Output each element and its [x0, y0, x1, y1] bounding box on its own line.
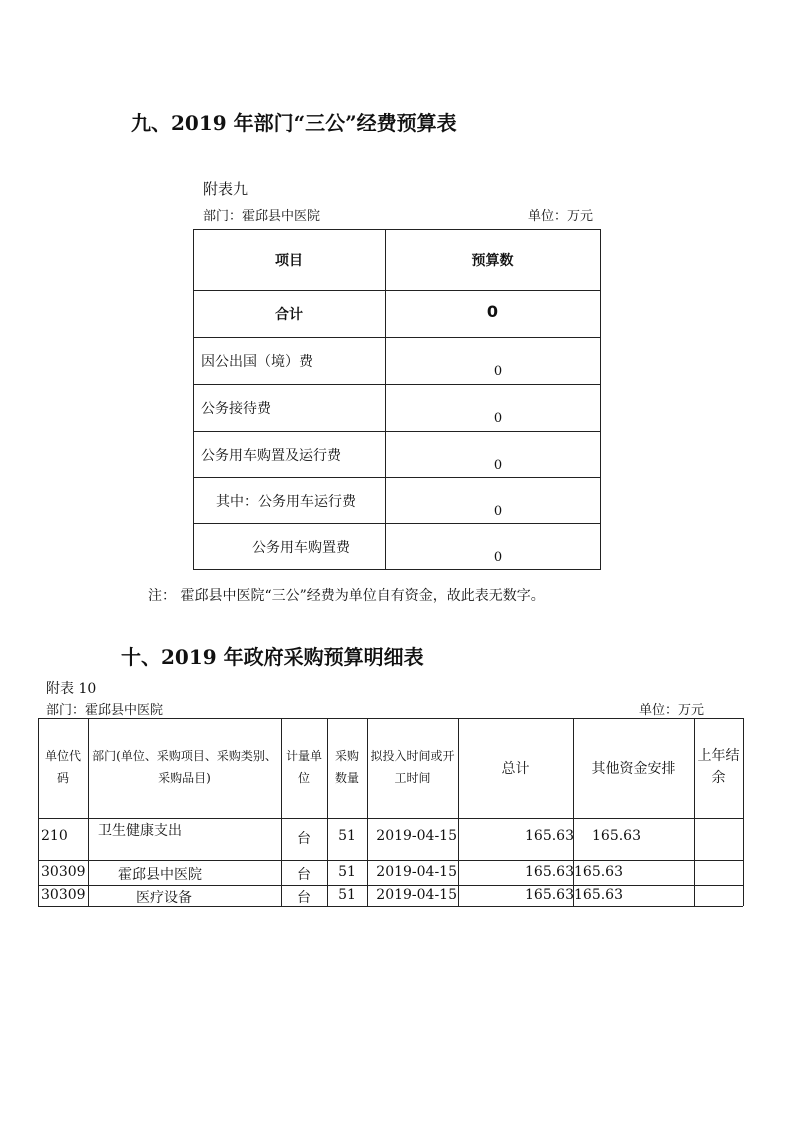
measure-unit: 台 — [297, 831, 311, 847]
total-label: 合计 — [275, 307, 303, 323]
section9-title: 九、2019 年部门“三公”经费预算表 — [131, 111, 457, 135]
row-item: 其中：公务用车运行费 — [216, 494, 356, 510]
table-border — [193, 384, 601, 385]
other-funds: 165.63 — [592, 828, 641, 844]
row-value: 0 — [493, 504, 503, 519]
row-item: 因公出国（境）费 — [201, 354, 313, 370]
total-amount: 165.63 — [525, 887, 574, 903]
row-value: 0 — [493, 364, 503, 379]
column-header: 计量单位 — [285, 749, 322, 785]
appendix-label: 附表九 — [203, 180, 249, 198]
table-border — [193, 290, 601, 291]
column-header: 总计 — [501, 761, 530, 777]
start-date: 2019-04-15 — [376, 828, 457, 844]
table-border — [88, 718, 89, 906]
unit-label: 单位：万元 — [639, 703, 705, 718]
department-name: 霍邱县中医院 — [118, 867, 202, 883]
column-header: 上年结余 — [697, 748, 740, 786]
table-border — [193, 337, 601, 338]
unit-code: 210 — [41, 828, 68, 844]
column-header: 采购数量 — [334, 749, 359, 785]
table-border — [193, 477, 601, 478]
start-date: 2019-04-15 — [376, 864, 457, 880]
unit-code: 30309 — [41, 864, 86, 880]
column-header: 单位代码 — [44, 749, 81, 785]
table-border — [38, 718, 743, 719]
column-header: 部门(单位、采购项目、采购类别、采购品目) — [92, 749, 277, 785]
appendix-label: 附表 10 — [46, 681, 97, 697]
table-border — [193, 229, 194, 569]
table-border — [38, 818, 743, 819]
table-border — [38, 718, 39, 906]
table-border — [193, 229, 601, 230]
header-item: 项目 — [275, 253, 303, 269]
department-label: 部门：霍邱县中医院 — [203, 209, 321, 224]
column-header: 其他资金安排 — [591, 761, 676, 777]
section10-title: 十、2019 年政府采购预算明细表 — [121, 645, 424, 669]
total-amount: 165.63 — [525, 828, 574, 844]
start-date: 2019-04-15 — [376, 887, 457, 903]
table-border — [38, 860, 743, 861]
quantity: 51 — [338, 864, 356, 880]
table-border — [38, 885, 743, 886]
department-label: 部门：霍邱县中医院 — [46, 703, 164, 718]
quantity: 51 — [338, 887, 356, 903]
header-budget: 预算数 — [471, 253, 514, 269]
measure-unit: 台 — [297, 890, 311, 906]
row-value: 0 — [493, 458, 503, 473]
department-name: 卫生健康支出 — [98, 823, 182, 839]
other-funds: 165.63 — [574, 887, 623, 903]
unit-code: 30309 — [41, 887, 86, 903]
table-border — [743, 718, 744, 906]
row-item: 公务接待费 — [201, 401, 271, 417]
unit-label: 单位：万元 — [528, 209, 594, 224]
quantity: 51 — [338, 828, 356, 844]
row-value: 0 — [493, 550, 503, 565]
column-header: 拟投入时间或开工时间 — [370, 749, 455, 785]
row-item: 公务用车购置及运行费 — [201, 448, 341, 464]
table-border — [193, 569, 601, 570]
table-border — [694, 718, 695, 906]
total-value: 0 — [486, 302, 499, 321]
row-item: 公务用车购置费 — [252, 540, 350, 556]
table-border — [193, 523, 601, 524]
total-amount: 165.63 — [525, 864, 574, 880]
table-border — [193, 431, 601, 432]
measure-unit: 台 — [297, 867, 311, 883]
table-note: 注： 霍邱县中医院“三公”经费为单位自有资金，故此表无数字。 — [148, 588, 545, 604]
row-value: 0 — [493, 411, 503, 426]
department-name: 医疗设备 — [136, 890, 192, 906]
other-funds: 165.63 — [574, 864, 623, 880]
